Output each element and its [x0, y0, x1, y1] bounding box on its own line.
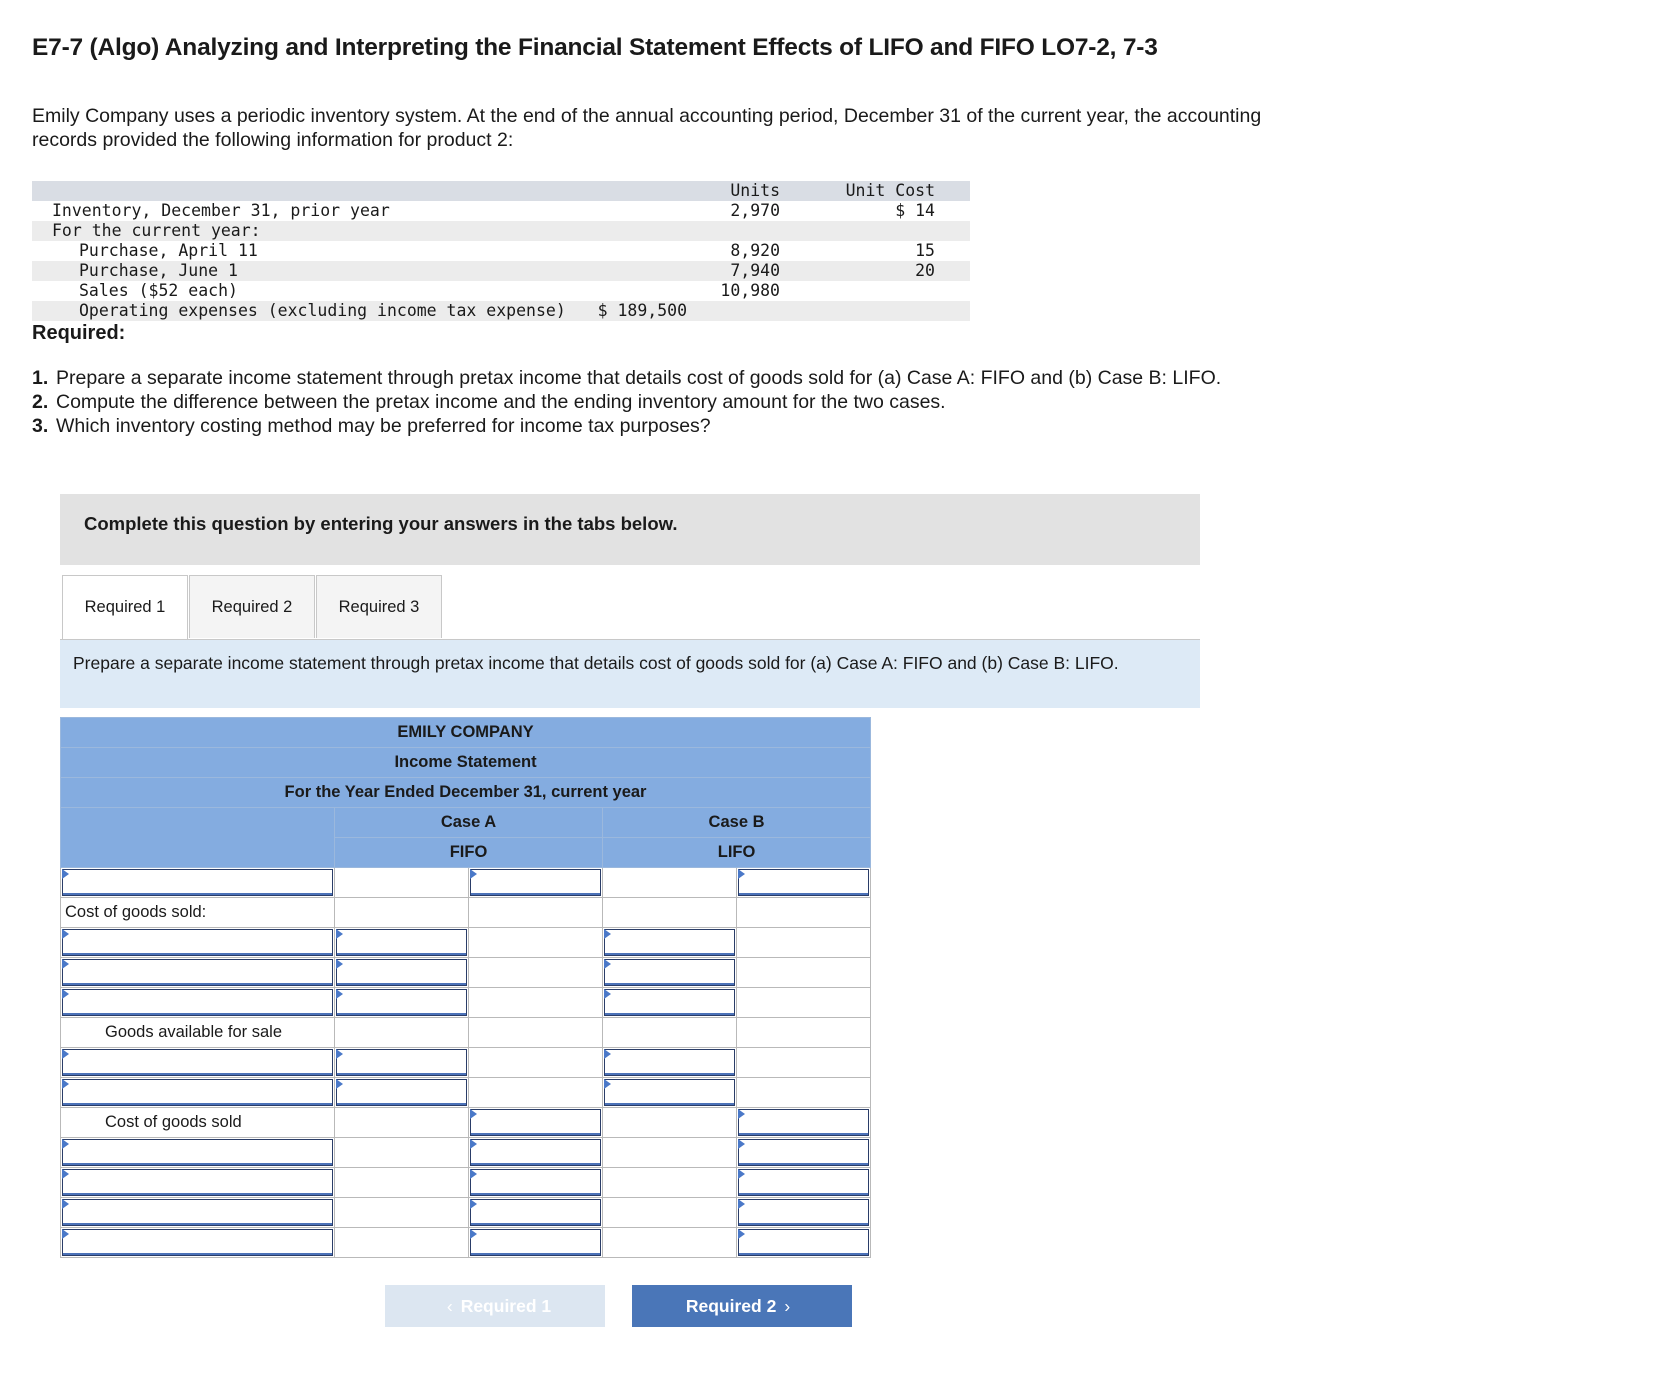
line-item-input[interactable]	[61, 1078, 335, 1108]
blank-header-cell	[61, 808, 335, 868]
requirement-number: 1.	[32, 367, 49, 389]
statement-row	[61, 868, 871, 898]
statement-row	[61, 1198, 871, 1228]
empty-cell	[469, 1078, 603, 1108]
statement-header-row	[61, 778, 871, 808]
line-item-input[interactable]	[61, 988, 335, 1018]
tab-required-2[interactable]: Required 2	[189, 575, 315, 638]
statement-row	[61, 1138, 871, 1168]
case-a-amount-input[interactable]	[469, 1198, 603, 1228]
empty-cell	[469, 958, 603, 988]
previous-tab-button[interactable]	[385, 1285, 605, 1327]
banner-text: Complete this question by entering your answers in the tabs below.	[84, 513, 678, 534]
inventory-row-label: For the current year:	[52, 221, 261, 240]
empty-cell	[335, 1168, 469, 1198]
case-a-detail-input[interactable]	[335, 958, 469, 988]
statement-row	[61, 958, 871, 988]
statement-row	[61, 898, 871, 928]
inventory-row-label: Purchase, April 11	[79, 241, 258, 260]
company-name: EMILY COMPANY	[61, 718, 871, 748]
empty-cell	[737, 1018, 871, 1048]
case-b-detail-input[interactable]	[603, 1078, 737, 1108]
case-a-amount-input[interactable]	[469, 1168, 603, 1198]
operating-expenses-amount: $ 189,500	[597, 301, 687, 320]
previous-button-label: Required 1	[460, 1296, 552, 1316]
inventory-row-unit-cost: 20	[915, 261, 935, 280]
case-a-detail-input[interactable]	[335, 988, 469, 1018]
requirement-text: Compute the difference between the pretax income and the ending inventory amount for the two cases.	[56, 391, 946, 413]
required-heading: Required:	[32, 322, 126, 344]
line-item-input[interactable]	[61, 1138, 335, 1168]
inventory-row	[32, 201, 970, 221]
empty-cell	[737, 928, 871, 958]
inventory-row-label: Purchase, June 1	[79, 261, 238, 280]
inventory-row	[32, 221, 970, 241]
empty-cell	[335, 1138, 469, 1168]
empty-cell	[603, 1018, 737, 1048]
page-title: E7-7 (Algo) Analyzing and Interpreting the Financial Statement Effects of LIFO and FIFO LO7-2, 7-3	[32, 34, 1158, 61]
line-item-input[interactable]	[61, 1198, 335, 1228]
case-b-header: Case B	[603, 808, 871, 838]
units-column-header: Units	[730, 181, 780, 200]
chevron-left-icon: ‹	[446, 1296, 453, 1316]
case-b-amount-input[interactable]	[737, 1138, 871, 1168]
next-button-label: Required 2	[685, 1296, 777, 1316]
cogs-total-label: Cost of goods sold	[61, 1108, 335, 1138]
case-b-amount-input[interactable]	[737, 868, 871, 898]
empty-cell	[603, 868, 737, 898]
statement-row	[61, 1228, 871, 1258]
empty-cell	[737, 958, 871, 988]
case-b-method: LIFO	[603, 838, 871, 868]
case-a-amount-input[interactable]	[469, 1138, 603, 1168]
inventory-row-label: Sales ($52 each)	[79, 281, 238, 300]
line-item-input[interactable]	[61, 928, 335, 958]
line-item-input[interactable]	[61, 1168, 335, 1198]
case-a-amount-input[interactable]	[469, 868, 603, 898]
case-b-detail-input[interactable]	[603, 988, 737, 1018]
problem-intro: Emily Company uses a periodic inventory system. At the end of the annual accounting period, December 31 of the current year, the accounting records provided the following information for product 2:	[32, 105, 1262, 151]
statement-name: Income Statement	[61, 748, 871, 778]
inventory-row-label: Inventory, December 31, prior year	[52, 201, 390, 220]
goods-available-label: Goods available for sale	[61, 1018, 335, 1048]
inventory-row-units: 7,940	[730, 261, 780, 280]
statement-period: For the Year Ended December 31, current year	[61, 778, 871, 808]
empty-cell	[737, 1048, 871, 1078]
empty-cell	[335, 1228, 469, 1258]
line-item-input[interactable]	[61, 1228, 335, 1258]
case-a-amount-input[interactable]	[469, 1228, 603, 1258]
empty-cell	[603, 1138, 737, 1168]
empty-cell	[737, 988, 871, 1018]
empty-cell	[469, 988, 603, 1018]
case-a-method: FIFO	[335, 838, 603, 868]
statement-row	[61, 1108, 871, 1138]
empty-cell	[469, 1048, 603, 1078]
chevron-right-icon: ›	[784, 1296, 791, 1316]
statement-row	[61, 1168, 871, 1198]
empty-cell	[603, 1198, 737, 1228]
empty-cell	[335, 1108, 469, 1138]
tab-instruction	[60, 640, 1200, 708]
cogs-heading: Cost of goods sold:	[61, 898, 335, 928]
case-a-amount-input[interactable]	[469, 1108, 603, 1138]
case-b-detail-input[interactable]	[603, 928, 737, 958]
inventory-row-label: Operating expenses (excluding income tax expense)	[79, 301, 566, 320]
statement-row	[61, 1078, 871, 1108]
case-a-detail-input[interactable]	[335, 1078, 469, 1108]
statement-header-row	[61, 718, 871, 748]
empty-cell	[737, 898, 871, 928]
inventory-header-row	[32, 181, 970, 201]
next-tab-button[interactable]	[632, 1285, 852, 1327]
income-statement-table	[60, 717, 871, 1258]
statement-row	[61, 928, 871, 958]
empty-cell	[603, 1228, 737, 1258]
requirement-item	[32, 414, 1272, 438]
case-a-detail-input[interactable]	[335, 1048, 469, 1078]
instructions-banner	[60, 494, 1200, 565]
line-item-input[interactable]	[61, 958, 335, 988]
case-b-amount-input[interactable]	[737, 1108, 871, 1138]
inventory-row	[32, 281, 970, 301]
inventory-row-units: 10,980	[720, 281, 780, 300]
requirements-list	[32, 366, 1272, 438]
inventory-data-table	[32, 181, 970, 321]
inventory-row-unit-cost: 15	[915, 241, 935, 260]
requirement-text: Prepare a separate income statement through pretax income that details cost of goods sold for (a) Case A: FIFO and (b) Case B: LIFO.	[56, 367, 1222, 389]
requirement-item	[32, 390, 1272, 414]
inventory-row-units: 2,970	[730, 201, 780, 220]
empty-cell	[469, 898, 603, 928]
statement-row	[61, 988, 871, 1018]
case-header-row	[61, 808, 871, 838]
line-item-input[interactable]	[61, 1048, 335, 1078]
case-b-detail-input[interactable]	[603, 1048, 737, 1078]
requirement-number: 3.	[32, 415, 49, 437]
requirement-text: Which inventory costing method may be preferred for income tax purposes?	[56, 415, 711, 437]
inventory-row	[32, 261, 970, 281]
empty-cell	[335, 898, 469, 928]
line-item-input[interactable]	[61, 868, 335, 898]
case-a-header: Case A	[335, 808, 603, 838]
case-b-amount-input[interactable]	[737, 1168, 871, 1198]
empty-cell	[469, 1018, 603, 1048]
empty-cell	[603, 1168, 737, 1198]
inventory-row-units: 8,920	[730, 241, 780, 260]
case-b-amount-input[interactable]	[737, 1228, 871, 1258]
case-b-amount-input[interactable]	[737, 1198, 871, 1228]
requirement-number: 2.	[32, 391, 49, 413]
empty-cell	[335, 1198, 469, 1228]
unit-cost-column-header: Unit Cost	[845, 181, 935, 200]
empty-cell	[469, 928, 603, 958]
case-a-detail-input[interactable]	[335, 928, 469, 958]
inventory-row-unit-cost: $ 14	[895, 201, 935, 220]
empty-cell	[335, 1018, 469, 1048]
statement-header-row	[61, 748, 871, 778]
inventory-row	[32, 301, 970, 321]
inventory-row	[32, 241, 970, 261]
statement-row	[61, 1048, 871, 1078]
empty-cell	[603, 898, 737, 928]
case-b-detail-input[interactable]	[603, 958, 737, 988]
tab-required-1[interactable]: Required 1	[62, 575, 188, 640]
statement-row	[61, 1018, 871, 1048]
empty-cell	[737, 1078, 871, 1108]
empty-cell	[335, 868, 469, 898]
instruction-text: Prepare a separate income statement through pretax income that details cost of goods sold for (a) Case A: FIFO and (b) Case B: LIFO.	[73, 653, 1119, 673]
empty-cell	[603, 1108, 737, 1138]
tab-required-3[interactable]: Required 3	[316, 575, 442, 638]
requirement-item	[32, 366, 1272, 390]
